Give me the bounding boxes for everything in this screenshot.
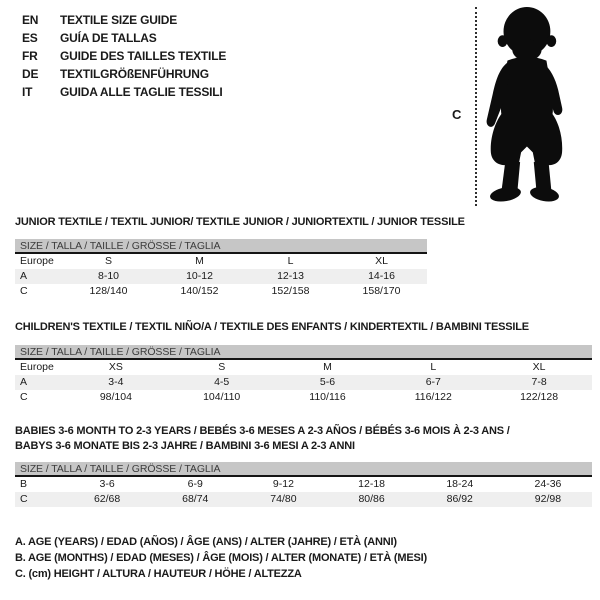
legend-note-b: B. AGE (MONTHS) / EDAD (MESES) / ÂGE (MOIS) / ALTER (MONATE) / ETÀ (MESI) bbox=[15, 552, 427, 564]
table-cell: XL bbox=[532, 361, 546, 373]
table-cell: M bbox=[195, 255, 204, 267]
table-row bbox=[15, 492, 592, 507]
row-label: B bbox=[20, 478, 28, 490]
table-row bbox=[15, 477, 592, 492]
legend-notes bbox=[15, 534, 427, 582]
table-cell: 80/86 bbox=[358, 493, 385, 506]
row-label: C bbox=[20, 391, 28, 404]
table-cell: 5-6 bbox=[319, 376, 336, 389]
language-row bbox=[22, 29, 226, 47]
table-cell: 24-36 bbox=[534, 478, 562, 490]
table-cell: 9-12 bbox=[272, 478, 294, 490]
table-cell: 4-5 bbox=[214, 376, 230, 389]
section-title-line: JUNIOR TEXTILE / TEXTIL JUNIOR/ TEXTILE JUNIOR / JUNIORTEXTIL / JUNIOR TESSILE bbox=[15, 216, 465, 228]
table-cell: 158/170 bbox=[362, 285, 401, 298]
table-cell: 7-8 bbox=[531, 376, 547, 389]
table-cell: XL bbox=[375, 255, 388, 267]
language-list bbox=[22, 11, 226, 101]
table-cell: 3-4 bbox=[108, 376, 124, 389]
table-cell: S bbox=[104, 255, 112, 267]
table-cell: 116/122 bbox=[414, 391, 452, 404]
table-cell: 104/110 bbox=[203, 391, 241, 404]
language-code: DE bbox=[22, 67, 39, 81]
language-code: EN bbox=[22, 13, 39, 27]
table-row bbox=[15, 284, 427, 299]
language-title: TEXTILGRÖßENFÜHRUNG bbox=[60, 67, 209, 81]
language-row bbox=[22, 65, 226, 83]
table-cell: 12-13 bbox=[277, 270, 304, 283]
table-cell: 14-16 bbox=[368, 270, 395, 283]
table-cell: 86/92 bbox=[446, 493, 473, 506]
legend-note-c: C. (cm) HEIGHT / ALTURA / HAUTEUR / HÖHE / ALTEZZA bbox=[15, 568, 302, 580]
table-cell: XS bbox=[108, 361, 123, 373]
table-cell: 3-6 bbox=[99, 478, 115, 490]
section-title-junior bbox=[15, 215, 465, 230]
table-cell: 6-7 bbox=[425, 376, 441, 389]
table-row bbox=[15, 390, 592, 405]
table-cell: 10-12 bbox=[186, 270, 213, 283]
table-cell: 140/152 bbox=[180, 285, 219, 298]
section-title-babies bbox=[15, 424, 510, 453]
section-title-line: CHILDREN'S TEXTILE / TEXTIL NIÑO/A / TEXTILE DES ENFANTS / KINDERTEXTIL / BAMBINI TESSILE bbox=[15, 321, 529, 333]
language-title: GUIDA ALLE TAGLIE TESSILI bbox=[60, 85, 223, 99]
table-row bbox=[15, 254, 427, 269]
language-code: IT bbox=[22, 85, 33, 99]
height-measure-label: C bbox=[452, 107, 462, 122]
language-title: GUÍA DE TALLAS bbox=[60, 31, 157, 45]
table-cell: 18-24 bbox=[446, 478, 474, 490]
row-label: A bbox=[20, 270, 28, 283]
table-cell: 128/140 bbox=[89, 285, 128, 298]
section-title-line: BABYS 3-6 MONATE BIS 2-3 JAHRE / BAMBINI 3-6 MESI A 2-3 ANNI bbox=[15, 439, 355, 452]
table-cell: 122/128 bbox=[520, 391, 559, 404]
section-title-children bbox=[15, 320, 529, 335]
language-row bbox=[22, 47, 226, 65]
row-label: Europe bbox=[20, 361, 54, 373]
language-code: FR bbox=[22, 49, 38, 63]
language-row bbox=[22, 11, 226, 29]
size-header-band: SIZE / TALLA / TAILLE / GRÖSSE / TAGLIA bbox=[15, 462, 592, 477]
row-label: A bbox=[20, 376, 28, 389]
table-cell: 74/80 bbox=[270, 493, 297, 506]
table-cell: S bbox=[218, 361, 226, 373]
table-cell: 98/104 bbox=[99, 391, 132, 404]
table-cell: 8-10 bbox=[97, 270, 119, 283]
legend-note-a: A. AGE (YEARS) / EDAD (AÑOS) / ÂGE (ANS) / ALTER (JAHRE) / ETÀ (ANNI) bbox=[15, 536, 397, 548]
children-size-table bbox=[15, 345, 592, 406]
language-row bbox=[22, 83, 226, 101]
section-title-line: BABIES 3-6 MONTH TO 2-3 YEARS / BEBÉS 3-6 MESES A 2-3 AÑOS / BÉBÉS 3-6 MOIS À 2-3 ANS / bbox=[15, 425, 510, 437]
size-header-band: SIZE / TALLA / TAILLE / GRÖSSE / TAGLIA bbox=[15, 239, 427, 254]
table-cell: 152/158 bbox=[271, 285, 310, 298]
row-label: C bbox=[20, 493, 28, 506]
table-cell: 12-18 bbox=[358, 478, 386, 490]
table-cell: 110/116 bbox=[309, 391, 346, 404]
junior-size-table bbox=[15, 239, 427, 300]
language-code: ES bbox=[22, 31, 38, 45]
row-label: Europe bbox=[20, 255, 54, 267]
language-title: GUIDE DES TAILLES TEXTILE bbox=[60, 49, 227, 63]
table-cell: 6-9 bbox=[187, 478, 203, 490]
table-row bbox=[15, 375, 592, 390]
table-cell: 62/68 bbox=[93, 493, 121, 506]
row-label: C bbox=[20, 285, 28, 298]
table-cell: 92/98 bbox=[534, 493, 562, 506]
size-header-band: SIZE / TALLA / TAILLE / GRÖSSE / TAGLIA bbox=[15, 345, 592, 360]
toddler-silhouette-icon bbox=[477, 6, 572, 206]
babies-size-table bbox=[15, 462, 592, 507]
table-cell: L bbox=[430, 361, 437, 373]
language-title: TEXTILE SIZE GUIDE bbox=[60, 13, 178, 27]
table-row bbox=[15, 360, 592, 375]
table-cell: 68/74 bbox=[182, 493, 209, 506]
table-cell: M bbox=[323, 361, 332, 373]
table-row bbox=[15, 269, 427, 284]
table-cell: L bbox=[287, 255, 294, 267]
